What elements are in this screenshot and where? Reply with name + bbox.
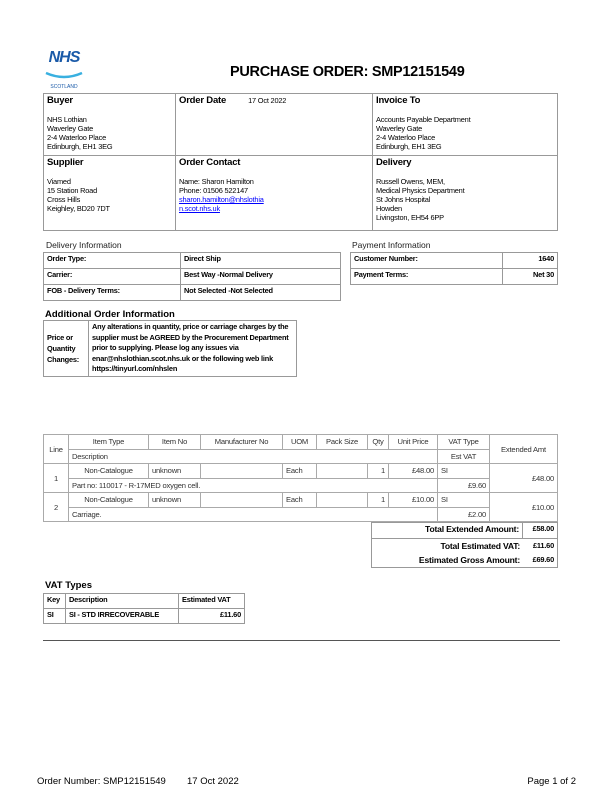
supplier-cell: Supplier Viamed 15 Station Road Cross Hills Keighley, BD20 7DT — [44, 156, 176, 231]
divider — [43, 640, 560, 641]
buyer-cell: Buyer NHS Lothian Waverley Gate 2-4 Waterloo Place Edinburgh, EH1 3EG — [44, 94, 176, 156]
line-items-table: Line Item Type Item No Manufacturer No UOM Pack Size Qty Unit Price VAT Type Extended Amt Description Est VAT 1 Non-Catalogue unknown Each 1 £48.00 SI £48.00 Part no: 110017 - R-17MED oxygen cell. £9.60 2 Non-Catalogue unknown Each 1 £10.00 SI £10.00 Carriage. £2.00 — [43, 434, 558, 522]
payment-info-heading: Payment Information — [352, 240, 431, 250]
page-title: PURCHASE ORDER: SMP12151549 — [230, 64, 465, 80]
footer-page: Page 1 of 2 — [527, 776, 576, 787]
delivery-info-heading: Delivery Information — [46, 240, 122, 250]
logo-wave-icon — [44, 71, 84, 79]
table-row: 1 Non-Catalogue unknown Each 1 £48.00 SI £48.00 — [44, 464, 558, 479]
footer-order-number: Order Number: SMP12151549 — [37, 776, 166, 787]
totals-table: Total Extended Amount: £58.00 Total Estimated VAT: £11.60 Estimated Gross Amount: £69.60 — [371, 522, 558, 568]
delivery-info-table: Order Type: Direct Ship Carrier: Best Way -Normal Delivery FOB - Delivery Terms: Not Selected -Not Selected — [43, 252, 341, 301]
additional-info-heading: Additional Order Information — [45, 309, 175, 320]
nhs-logo: NHS SCOTLAND — [44, 50, 84, 91]
order-date-cell: Order Date 17 Oct 2022 — [176, 94, 373, 156]
contact-email-link[interactable]: sharon.hamilton@nhslothia n.scot.nhs.uk — [179, 195, 264, 213]
delivery-cell: Delivery Russell Owens, MEM, Medical Physics Department St Johns Hospital Howden Livingston, EH54 6PP — [373, 156, 558, 231]
footer-date: 17 Oct 2022 — [187, 776, 239, 787]
table-row: 2 Non-Catalogue unknown Each 1 £10.00 SI £10.00 — [44, 493, 558, 508]
address-grid — [43, 93, 558, 231]
vat-types-table: Key Description Estimated VAT SI SI - STD IRRECOVERABLE £11.60 — [43, 593, 245, 624]
payment-info-table: Customer Number: 1640 Payment Terms: Net 30 — [350, 252, 558, 285]
order-contact-cell: Order Contact Name: Sharon Hamilton Phone: 01506 522147 sharon.hamilton@nhslothia n.scot.nhs.uk — [176, 156, 373, 231]
additional-info-table: Price or Quantity Changes: Any alterations in quantity, price or carriage charges by the supplier must be AGREED by the Procurement Department prior to supplying. Please log any issues via enar@nhslothian.scot.nhs.uk or the following web link https://tinyurl.com/nhslen — [43, 320, 297, 377]
invoice-to-cell: Invoice To Accounts Payable Department Waverley Gate 2-4 Waterloo Place Edinburgh, EH1 3EG — [373, 94, 558, 156]
vat-types-heading: VAT Types — [45, 580, 92, 591]
